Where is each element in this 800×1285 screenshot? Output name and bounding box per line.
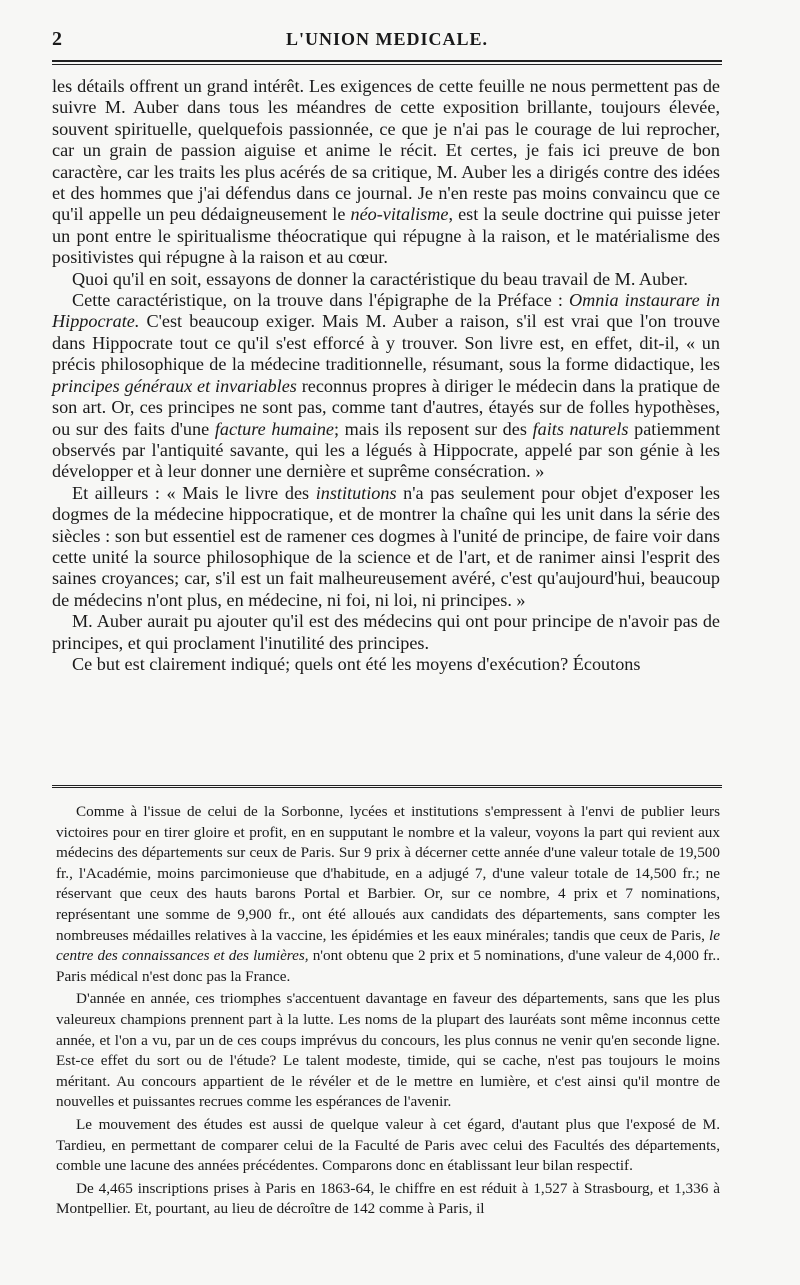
feuilleton-paragraph-4: De 4,465 inscriptions prises à Paris en 1863-64, le chiffre en est réduit à 1,527 à Strasbourg, et 1,336 à Montpellier. Et, pourtant, au lieu de décroître de 142 comme à Paris, il xyxy=(56,1179,720,1218)
feuilleton-paragraph-3: Le mouvement des études est aussi de quelque valeur à cet égard, d'autant plus que l'exposé de M. Tardieu, en permettant de comparer celui de la Faculté de Paris avec celui des Facultés des départements, comble une lacune des années précédentes. Comparons donc en établissant leur bilan respectif. xyxy=(56,1115,720,1175)
paragraph-1: les détails offrent un grand intérêt. Les exigences de cette feuille ne nous permettent pas de suivre M. Auber dans tous les méandres de cette exposition brillante, toujours élevée, souvent spirituelle, quelquefois passionnée, ce que je n'ai pas le courage de lui reprocher, car un grain de passion aiguise et anime le récit. Et certes, je fais ici preuve de bon caractère, car les traits les plus acérés de sa critique, M. Auber les a dirigés contre des idées et des hommes que j'ai défendus dans ce journal. Je n'en reste pas moins convaincu que ce qu'il appelle un peu dédaigneusement le néo-vitalisme, est la seule doctrine qui puisse jeter un pont entre le spiritualisme théocratique qui répugne à la raison, et le matérialisme des positivistes qui répugne à la raison et au cœur. xyxy=(52,76,720,268)
paragraph-3: Cette caractéristique, on la trouve dans l'épigraphe de la Préface : Omnia instaurare in Hippocrate. C'est beaucoup exiger. Mais M. Auber a raison, s'il est vrai que l'on trouve dans Hippocrate tout ce qu'il s'est efforcé à y trouver. Son livre est, en effet, dit-il, « un précis philosophique de la médecine traditionnelle, résumant, sous la forme didactique, les principes généraux et invariables reconnus propres à diriger le médecin dans la pratique de son art. Or, ces principes ne sont pas, comme tant d'autres, étayés sur de folles hypothèses, ou sur des faits d'une facture humaine; mais ils reposent sur des faits naturels patiemment observés par l'antiquité savante, qui les a légués à Hippocrate, appelé par son génie à les développer et à leur donner une dernière et suprême consécration. » xyxy=(52,290,720,482)
paragraph-5: M. Auber aurait pu ajouter qu'il est des médecins qui ont pour principe de n'avoir pas de principes, et qui proclament l'inutilité des principes. xyxy=(52,611,720,653)
feuilleton-rule xyxy=(52,785,722,790)
page-number: 2 xyxy=(52,28,62,50)
feuilleton-section xyxy=(56,802,720,1220)
page-header xyxy=(52,28,722,52)
italic-faits: faits naturels xyxy=(532,418,629,439)
paragraph-4: Et ailleurs : « Mais le livre des institutions n'a pas seulement pour objet d'exposer les dogmes de la médecine hippocratique, et de montrer la chaîne qui les unit dans la série des siècles : son but essentiel est de ramener ces dogmes à l'unité de principe, de faire voir dans cette unité la source philosophique de la science et de l'art, et de ranimer ainsi l'esprit des saines croyances; car, s'il est un fait malheureusement avéré, c'est qu'aujourd'hui, beaucoup de médecins n'ont plus, en médecine, ni foi, ni loi, ni principes. » xyxy=(52,482,721,610)
paragraph-6: Ce but est clairement indiqué; quels ont été les moyens d'exécution? Écoutons xyxy=(72,653,641,674)
italic-epigraph: Omnia instaurare in Hippocrate. xyxy=(52,290,720,332)
italic-institutions: institutions xyxy=(315,482,397,503)
feuilleton-paragraph-1: Comme à l'issue de celui de la Sorbonne, lycées et institutions s'empressent à l'envi de publier leurs victoires pour en tirer gloire et profit, en en supputant le nombre et la valeur, voyons la part qui revient aux médecins des départements sur ceux de Paris. Sur 9 prix à décerner cette année d'une valeur totale de 19,500 fr., l'Académie, moins parcimonieuse que d'habitude, en a adjugé 7, d'une valeur totale de 14,500 fr.; ne réservant que ceux des hauts barons Portal et Barbier. Or, sur ce nombre, 4 prix et 7 nominations, représentant une somme de 9,900 fr., ont été alloués aux candidats des départements, sans compter les nombreuses médailles relatives à la vaccine, les épidémies et les eaux minérales; tandis que ceux de Paris, le centre des connaissances et des lumières, n'ont obtenu que 2 prix et 5 nominations, d'une valeur de 4,000 fr.. Paris médical n'est donc pas la France. xyxy=(56,803,720,985)
main-article xyxy=(52,76,720,675)
header-rule xyxy=(52,60,722,65)
italic-facture: facture humaine xyxy=(214,418,334,439)
paragraph-2: Quoi qu'il en soit, essayons de donner la caractéristique du beau travail de M. Auber. xyxy=(72,268,688,289)
running-head: L'UNION MEDICALE. xyxy=(285,29,489,49)
italic-principes: principes généraux et invariables xyxy=(52,375,297,396)
italic-centre: le centre des connaissances et des lumières, xyxy=(56,926,720,965)
feuilleton-paragraph-2: D'année en année, ces triomphes s'accentuent davantage en faveur des départements, sans que les plus valeureux champions prennent part à la lutte. Les noms de la plupart des lauréats sont même inconnus cette année, et l'on a vu, par un de ces coups imprévus du concours, les plus connus ne venir qu'en seconde ligne. Est-ce effet du sort ou de l'étude? Le talent modeste, timide, qui se cache, n'est pas toujours le moins méritant. Au concours appartient de le révéler et de le mettre en lumière, et c'est ainsi qu'il montre de nouvelles et puissantes recrues comme les espérances de l'avenir. xyxy=(56,990,720,1111)
italic-neo-vitalisme: néo-vitalisme xyxy=(350,204,449,225)
